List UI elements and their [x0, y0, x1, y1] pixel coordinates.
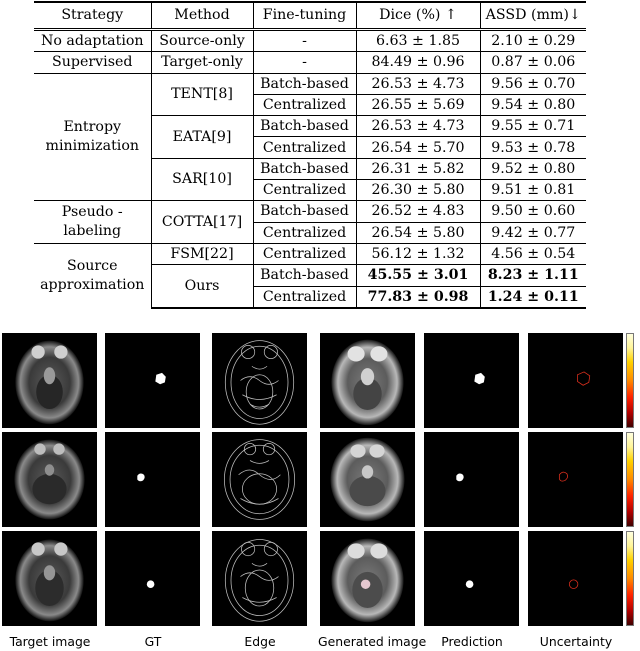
table-row	[34, 30, 586, 52]
strategy-cell: No adaptation	[34, 30, 151, 52]
method-cell: TENT[8]	[151, 73, 253, 116]
header-method: Method	[151, 2, 253, 30]
table-header-row	[34, 2, 586, 30]
label-target-image: Target image	[9, 634, 91, 649]
edge-map-1	[212, 333, 307, 428]
assd-cell: 9.51 ± 0.81	[480, 180, 586, 201]
target-image-1	[2, 333, 97, 428]
dice-cell: 6.63 ± 1.85	[356, 30, 480, 52]
assd-cell: 9.42 ± 0.77	[480, 222, 586, 243]
assd-cell: 9.56 ± 0.70	[480, 73, 586, 94]
tuning-cell: Centralized	[253, 222, 356, 243]
strategy-cell: Entropy minimization	[34, 73, 151, 201]
method-cell: SAR[10]	[151, 158, 253, 201]
dice-cell: 26.53 ± 4.73	[356, 73, 480, 94]
header-dice: Dice (%) ↑	[356, 2, 480, 30]
generated-image-3	[320, 531, 415, 626]
gt-mask-3	[105, 531, 200, 626]
colorbar-3	[626, 531, 634, 626]
tuning-cell: Batch-based	[253, 116, 356, 137]
label-uncertainty: Uncertainty	[539, 634, 613, 649]
uncertainty-map-2	[528, 432, 623, 527]
label-gt: GT	[144, 634, 162, 649]
method-cell: EATA[9]	[151, 116, 253, 159]
method-cell: FSM[22]	[151, 243, 253, 264]
assd-cell: 0.87 ± 0.06	[480, 52, 586, 73]
tuning-cell: Centralized	[253, 94, 356, 115]
tuning-cell: Centralized	[253, 180, 356, 201]
assd-cell: 9.50 ± 0.60	[480, 201, 586, 222]
generated-image-2	[320, 432, 415, 527]
target-image-3	[2, 531, 97, 626]
dice-cell: 26.54 ± 5.80	[356, 222, 480, 243]
uncertainty-map-1	[528, 333, 623, 428]
table-row	[34, 243, 586, 264]
dice-cell: 26.55 ± 5.69	[356, 94, 480, 115]
method-cell: Ours	[151, 265, 253, 308]
tuning-cell: Centralized	[253, 286, 356, 308]
edge-map-2	[212, 432, 307, 527]
gt-mask-1	[105, 333, 200, 428]
assd-cell: 1.24 ± 0.11	[480, 286, 586, 308]
prediction-mask-2	[424, 432, 519, 527]
generated-image-1	[320, 333, 415, 428]
assd-cell: 9.55 ± 0.71	[480, 116, 586, 137]
colorbar-2	[626, 432, 634, 527]
tuning-cell: Batch-based	[253, 201, 356, 222]
method-cell: COTTA[17]	[151, 201, 253, 244]
label-edge: Edge	[244, 634, 276, 649]
assd-cell: 8.23 ± 1.11	[480, 265, 586, 286]
strategy-cell: Supervised	[34, 52, 151, 73]
table-row	[34, 52, 586, 73]
method-cell: Target-only	[151, 52, 253, 73]
target-image-2	[2, 432, 97, 527]
dice-cell: 26.54 ± 5.70	[356, 137, 480, 158]
tuning-cell: Centralized	[253, 137, 356, 158]
strategy-cell: Pseudo -labeling	[34, 201, 151, 244]
gt-mask-2	[105, 432, 200, 527]
tuning-cell: -	[253, 30, 356, 52]
method-cell: Source-only	[151, 30, 253, 52]
tuning-cell: Centralized	[253, 243, 356, 264]
colorbar-1	[626, 333, 634, 428]
assd-cell: 9.53 ± 0.78	[480, 137, 586, 158]
assd-cell: 9.52 ± 0.80	[480, 158, 586, 179]
label-generated-image: Generated image	[318, 634, 427, 649]
uncertainty-map-3	[528, 531, 623, 626]
header-assd: ASSD (mm)↓	[480, 2, 586, 30]
edge-map-3	[212, 531, 307, 626]
strategy-cell: Source approximation	[34, 243, 151, 307]
dice-cell: 26.31 ± 5.82	[356, 158, 480, 179]
dice-cell: 26.30 ± 5.80	[356, 180, 480, 201]
qualitative-figure	[0, 331, 640, 651]
results-table	[34, 1, 586, 309]
prediction-mask-3	[424, 531, 519, 626]
tuning-cell: Batch-based	[253, 73, 356, 94]
tuning-cell: Batch-based	[253, 265, 356, 286]
assd-cell: 2.10 ± 0.29	[480, 30, 586, 52]
tuning-cell: Batch-based	[253, 158, 356, 179]
label-prediction: Prediction	[441, 634, 503, 649]
dice-cell: 84.49 ± 0.96	[356, 52, 480, 73]
header-fine-tuning: Fine-tuning	[253, 2, 356, 30]
header-strategy: Strategy	[34, 2, 151, 30]
assd-cell: 4.56 ± 0.54	[480, 243, 586, 264]
prediction-mask-1	[424, 333, 519, 428]
dice-cell: 45.55 ± 3.01	[356, 265, 480, 286]
dice-cell: 26.52 ± 4.83	[356, 201, 480, 222]
tuning-cell: -	[253, 52, 356, 73]
dice-cell: 77.83 ± 0.98	[356, 286, 480, 308]
table-row	[34, 73, 586, 94]
assd-cell: 9.54 ± 0.80	[480, 94, 586, 115]
dice-cell: 26.53 ± 4.73	[356, 116, 480, 137]
table-row	[34, 201, 586, 222]
dice-cell: 56.12 ± 1.32	[356, 243, 480, 264]
